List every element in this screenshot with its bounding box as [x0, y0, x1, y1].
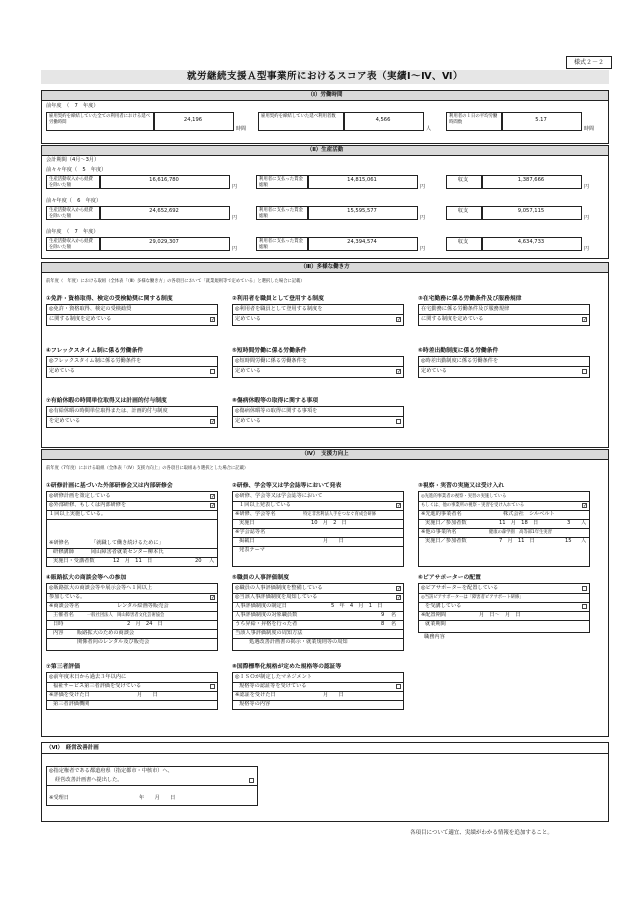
item-heading: ⑧傷病休暇等の取得に関する事項 — [232, 398, 319, 404]
item-heading: ③在宅勤務に係る労働条件及び服務規律 — [418, 296, 522, 302]
unit-persons: 人 — [426, 126, 432, 132]
year-label: 前々々年度（ 5 年度） — [46, 167, 107, 173]
item-box: ◎傷病休暇等の取得に関する事項を 定めている — [232, 406, 404, 428]
label-income: 生産活動収入から経費を除いた額 — [46, 237, 100, 251]
unit-yen: 円 — [584, 184, 590, 190]
item-box: ◎時差出勤制度に係る労働条件を 定めている — [418, 356, 590, 378]
checkbox[interactable]: ✓ — [397, 595, 402, 601]
duties-label: 職務内容 — [424, 634, 445, 640]
value-wage: 15,595,577 — [308, 206, 418, 220]
label-total-hours: 雇用契約を締結していた全ての利用者における延べ労働時間 — [46, 112, 154, 131]
checkbox[interactable] — [210, 684, 215, 689]
year-label: 前年度 （ 7 年度） — [46, 103, 99, 109]
checkbox[interactable]: ✓ — [211, 419, 216, 425]
section-intro: 前年度（7年度）における取組（全体表「（Ⅳ）支援力向上」の各項目に取組あり選択とした場合に記載） — [46, 466, 249, 471]
checkbox[interactable] — [582, 604, 587, 609]
label-balance: 収支 — [446, 237, 482, 251]
label-balance: 収支 — [446, 206, 482, 220]
value-income: 29,029,307 — [100, 237, 230, 251]
label-wage: 利用者に支払った賃金総額 — [256, 175, 308, 189]
item-heading: ⑦有給休暇の時間単位取得又は計画的付与制度 — [46, 398, 167, 404]
checkbox[interactable] — [210, 369, 215, 374]
unit-hours-2: 時間 — [584, 126, 595, 132]
item-box: 在宅勤務に係る労働条件及び服務規律 に関する制度を定めている ✓ — [418, 304, 590, 326]
checkbox[interactable]: ✓ — [211, 317, 216, 323]
unit-yen: 円 — [232, 184, 238, 190]
checkbox[interactable]: ✓ — [397, 369, 402, 375]
item-heading: ④フレックスタイム制に係る労働条件 — [46, 348, 144, 354]
item-box: ◎短時間労働に係る労働条件を 定めている ✓ — [232, 356, 404, 378]
item-heading: ①研修計画に基づいた外部研修会又は内部研修会 — [46, 483, 173, 489]
checkbox[interactable]: ✓ — [583, 503, 588, 509]
value-wage: 24,394,574 — [308, 237, 418, 251]
label-wage: 利用者に支払った賃金総額 — [256, 237, 308, 251]
section-diverse-work — [41, 262, 609, 448]
label-avg-hours: 利用者の１日の平均労働時間数 — [446, 112, 502, 131]
label-income: 生産活動収入から経費を除いた額 — [46, 175, 100, 189]
item-box: ◎有給休暇の時間単位取得または、計画的付与制度 を定めている ✓ — [46, 406, 218, 428]
checkbox[interactable]: ✓ — [583, 317, 588, 323]
visit-box: ◎先進的事業者の視察・実習の実施している もしくは、他の事業所の視察・実習を受け入れている ✓ ※先進的事業者名 株式会社 シルベルト 実施日／参加者数 11 月 18 日 3 人 ※他の事業所名 健康の森学園 高等部1年生実習 実施日／参加者数 7 月 11 日 15 人 — [418, 491, 590, 567]
checkbox[interactable]: ✓ — [211, 503, 216, 509]
section-production — [41, 145, 609, 259]
section-heading: （Ⅰ）労働時間 — [42, 91, 608, 101]
value-wage: 14,815,061 — [308, 175, 418, 189]
value-avg-hours: 5.17 — [502, 112, 582, 131]
section-intro: 前年度（ 年度）における取組（全体表「（Ⅲ）多様な働き方」の各項目において「就業規則等で定めている」と選択した場合に記載） — [46, 279, 305, 284]
item-heading: ⑦第三者評価 — [46, 664, 80, 670]
third-party-box: ◎前年度末日から過去３年以内に 福祉サービス第三者評価を受けている ※評価を受けた日 月 日 第三者評価機関 — [46, 672, 218, 710]
checkbox[interactable]: ✓ — [397, 503, 402, 509]
checkbox[interactable]: ✓ — [211, 494, 216, 500]
item-heading: ⑧国際標準化規格が定めた規格等の認証等 — [232, 664, 342, 670]
item-heading: ④販路拡大の商談会等への参加 — [46, 575, 127, 581]
item-heading: ①免許・資格取得、検定の受検勧奨に関する制度 — [46, 296, 173, 302]
value-income: 24,652,692 — [100, 206, 230, 220]
accounting-period: 会計期間（4月～3月） — [46, 157, 100, 163]
checkbox[interactable] — [396, 419, 401, 424]
value-total-hours: 24,196 — [154, 112, 234, 131]
item-heading: ②研修、学会等又は学会誌等において発表 — [232, 483, 342, 489]
training-box: ◎研修計画を策定している ✓ ◎外部研修、もしくは内部研修を ✓ １回以上実施している。 ※研修名 「就職して働き続けるために」 研修講師 岡山障害者就業センター柳本氏 実施日・受講者数 12 月 11 日 20 人 — [46, 491, 218, 567]
item-heading: ⑤短時間労働に係る労働条件 — [232, 348, 307, 354]
section-management-plan — [41, 742, 609, 822]
value-balance: 1,387,666 — [482, 175, 582, 189]
page-title: 就労継続支援Ａ型事業所におけるスコア表（実績Ⅰ～Ⅳ、Ⅵ） — [41, 70, 609, 84]
value-total-users: 4,566 — [344, 112, 424, 131]
label-total-users: 雇用契約を締結していた延べ利用者数 — [258, 112, 344, 131]
checkbox[interactable]: ✓ — [211, 595, 216, 601]
checkbox[interactable] — [582, 586, 587, 591]
item-heading: ②利用者を職員として登用する制度 — [232, 296, 324, 302]
unit-yen: 円 — [232, 215, 238, 221]
peer-supporter-box: ◎ピアサポーターを配置している ◎当該ピアサポーターは「障害者ピアサポート研修」 を受講している ※配置期間 月 日～ 月 日 就業期間 — [418, 583, 590, 633]
unit-hours: 時間 — [236, 126, 247, 132]
year-label: 前年度 （ 7 年度） — [46, 229, 99, 235]
section-heading: （Ⅲ）多様な働き方 — [42, 263, 608, 273]
item-box: ◎フレックスタイム制に係る労働条件を 定めている — [46, 356, 218, 378]
label-wage: 利用者に支払った賃金総額 — [256, 206, 308, 220]
item-heading: ⑤職員の人事評価制度 — [232, 575, 290, 581]
section-heading: （Ⅵ） 経営改善計画 — [46, 745, 99, 751]
section-working-hours — [41, 90, 609, 144]
value-income: 16,616,780 — [100, 175, 230, 189]
plan-box: ◎指定権者である都道府県（指定都市・中核市）へ、 経営改善計画書へ提出した。 ※受理日 年 月 日 — [46, 766, 258, 806]
unit-yen: 円 — [584, 215, 590, 221]
item-box: ◎利用者を職員として登用する制度を 定めている ✓ — [232, 304, 404, 326]
year-label: 前々年度（ 6 年度） — [46, 198, 102, 204]
evaluation-box: ◎職員の人事評価制度を整備している ✓ ◎当該人事評価制度を周知している ✓ 人事評価制度の制定日 5 年 4 月 1 日 人事評価制度の対象職員数 9 名 うち昇給・昇格を行った者 8 名 当該人事評価制度の周知方法 処遇改善計画書の掲示・就業規則等の周知 — [232, 583, 404, 651]
presentation-box: ◎研修、学会等又は学会誌等において １回以上発表している ✓ ※研修、学会等名 特定非営利法人手をつなぐ育成会研修 実施日 10 月 2 日 ※学会誌等名 掲載日 月 日 発表テーマ — [232, 491, 404, 567]
unit-yen: 円 — [420, 246, 426, 252]
value-balance: 4,634,733 — [482, 237, 582, 251]
section-heading: （Ⅳ） 支援力向上 — [42, 450, 608, 460]
unit-yen: 円 — [584, 246, 590, 252]
checkbox[interactable] — [582, 369, 587, 374]
value-balance: 9,057,115 — [482, 206, 582, 220]
footer-note: 各項目について適宜、実績がわかる情報を追加すること。 — [410, 830, 553, 836]
section-heading: （Ⅱ）生産活動 — [42, 146, 608, 156]
section-support-capacity — [41, 449, 609, 737]
label-income: 生産活動収入から経費を除いた額 — [46, 206, 100, 220]
checkbox[interactable] — [396, 684, 401, 689]
item-box: ◎免許・資格取得、検定の受検勧奨 に関する制度を定めている ✓ — [46, 304, 218, 326]
unit-yen: 円 — [232, 246, 238, 252]
form-number: 様式２－２ — [566, 56, 612, 69]
checkbox[interactable] — [249, 778, 254, 783]
iso-box: ◎ＩＳＯが制定したマネジメント 規格等の認証等を受けている ※認証を受けた日 月 日 規格等の内容 — [232, 672, 404, 710]
unit-yen: 円 — [420, 215, 426, 221]
item-heading: ③視察・実習の実施又は受け入れ — [418, 483, 505, 489]
unit-yen: 円 — [420, 184, 426, 190]
item-heading: ⑥ピアサポーターの配置 — [418, 575, 481, 581]
item-heading: ⑥時差出勤制度に係る労働条件 — [418, 348, 499, 354]
checkbox[interactable]: ✓ — [397, 317, 402, 323]
checkbox[interactable]: ✓ — [397, 586, 402, 592]
trade-fair-box: ◎販路拡大の商談会等や展示会等へ１回以上 参加している。 ✓ ※商談会等名 レンタル絵画等販売会 主催者名 一般社団法人 岡山障害者文化芸術協会 日時 2 月 24 日 内容 販路拡大のための商談会 関係者向のレンタル及び販売会 — [46, 583, 218, 651]
label-balance: 収支 — [446, 175, 482, 189]
